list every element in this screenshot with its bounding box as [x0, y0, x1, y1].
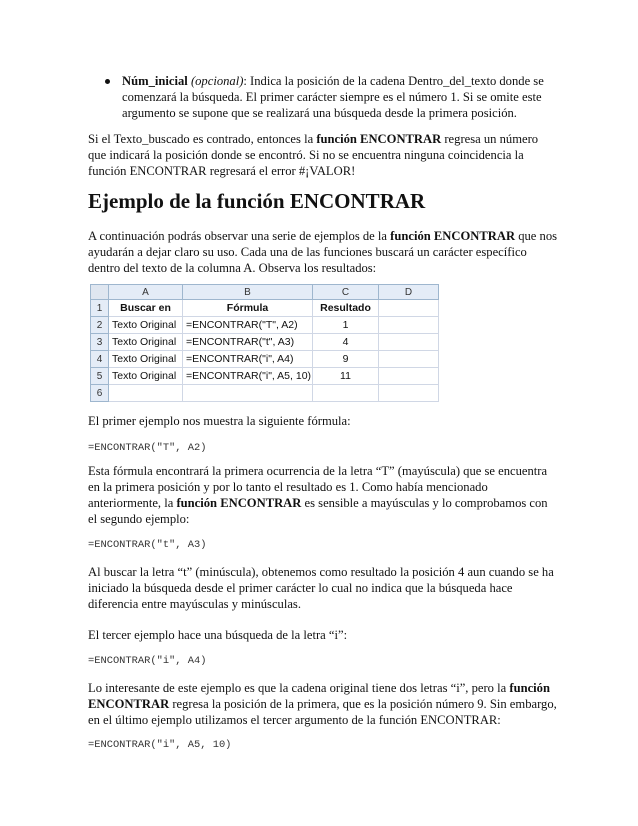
table-row	[91, 351, 439, 368]
para3-text: El primer ejemplo nos muestra la siguiente fórmula:	[88, 414, 351, 428]
code-formula-1: =ENCONTRAR("T", A2)	[88, 442, 207, 454]
table-cell	[109, 385, 183, 402]
table-row	[91, 300, 439, 317]
code-formula-2: =ENCONTRAR("t", A3)	[88, 539, 207, 551]
table-cell	[379, 368, 439, 385]
row-header: 1	[91, 300, 109, 317]
table-row	[91, 317, 439, 334]
table-cell	[379, 385, 439, 402]
section-heading: Ejemplo de la función ENCONTRAR	[88, 189, 426, 213]
para2-text-before: A continuación podrás observar una serie de ejemplos de la	[88, 229, 391, 243]
table-cell	[379, 351, 439, 368]
column-header: D	[379, 285, 439, 300]
column-header: A	[109, 285, 183, 300]
table-row	[91, 368, 439, 385]
row-header: 4	[91, 351, 109, 368]
table-cell: =ENCONTRAR("T", A2)	[183, 317, 313, 334]
para6-text: El tercer ejemplo hace una búsqueda de la letra “i”:	[88, 628, 348, 642]
code-formula-4: =ENCONTRAR("i", A5, 10)	[88, 739, 232, 751]
bullet-item-num-inicial	[122, 73, 562, 121]
table-cell: =ENCONTRAR("i", A4)	[183, 351, 313, 368]
row-header: 2	[91, 317, 109, 334]
column-header: B	[183, 285, 313, 300]
paragraph-first-explanation	[88, 463, 558, 527]
bullet-qualifier: (opcional)	[190, 74, 244, 88]
bullet-term: Núm_inicial	[122, 74, 188, 88]
table-cell	[379, 334, 439, 351]
para1-text-after: regresa un número que indicará la posición donde se encontró. Si no se encuentra ninguna coincidencia la función ENCONTRAR regresará el error #¡VALOR!	[88, 132, 539, 178]
table-cell	[313, 385, 379, 402]
table-cell: 9	[313, 351, 379, 368]
table-cell: Texto Original	[109, 317, 183, 334]
paragraph-third-example	[88, 627, 558, 643]
para7-text-before: Lo interesante de este ejemplo es que la cadena original tiene dos letras “i”, pero la	[88, 681, 510, 695]
paragraph-first-example	[88, 413, 558, 429]
table-cell: 4	[313, 334, 379, 351]
table-cell: =ENCONTRAR("i", A5, 10)	[183, 368, 313, 385]
para4-text-before: Esta fórmula encontrará la primera ocurrencia de la letra “T” (mayúscula) que se encuentra en la primera posición y por lo tanto el resultado es 1. Como había mencionado anteriormente, la	[88, 464, 548, 510]
paragraph-result-description	[88, 131, 558, 179]
table-cell	[183, 385, 313, 402]
header-cell: Buscar en	[109, 300, 183, 317]
row-header: 3	[91, 334, 109, 351]
table-cell: Texto Original	[109, 368, 183, 385]
paragraph-second-explanation	[88, 564, 558, 612]
header-cell: Resultado	[313, 300, 379, 317]
para4-bold: función ENCONTRAR	[176, 496, 302, 510]
row-header: 6	[91, 385, 109, 402]
spreadsheet-table	[90, 284, 439, 402]
table-row	[91, 334, 439, 351]
table-cell: Texto Original	[109, 334, 183, 351]
table-cell: =ENCONTRAR("t", A3)	[183, 334, 313, 351]
para2-bold: función ENCONTRAR	[390, 229, 516, 243]
bullet-description: : Indica la posición de la cadena Dentro_del_texto donde se comenzará la búsqueda. El primer carácter siempre es el número 1. Si se omite este argumento se supone que se realizará una búsqueda desde la primera posición.	[122, 74, 544, 120]
header-cell	[379, 300, 439, 317]
bullet-dot-icon	[105, 79, 110, 84]
bullet-text	[122, 73, 562, 121]
code-formula-3: =ENCONTRAR("i", A4)	[88, 655, 207, 667]
para2-text-after: que nos ayudarán a dejar claro su uso. Cada una de las funciones buscará un carácter específico dentro del texto de la columna A. Observa los resultados:	[88, 229, 558, 275]
paragraph-intro-examples	[88, 228, 558, 276]
para4-text-after: es sensible a mayúsculas y lo comprobamos con el segundo ejemplo:	[88, 496, 548, 526]
spreadsheet-image	[90, 284, 438, 399]
corner-cell	[91, 285, 109, 300]
column-header-row	[91, 285, 439, 300]
table-row	[91, 385, 439, 402]
table-cell: 1	[313, 317, 379, 334]
para7-text-after: regresa la posición de la primera, que es la posición número 9. Sin embargo, en el último ejemplo utilizamos el tercer argumento de la función ENCONTRAR:	[88, 697, 557, 727]
para5-text: Al buscar la letra “t” (minúscula), obtenemos como resultado la posición 4 aun cuando se ha iniciado la búsqueda desde el primer carácter lo cual no indica que la búsqueda hace diferencia entre mayúsculas y minúsculas.	[88, 565, 554, 611]
para1-bold: función ENCONTRAR	[316, 132, 442, 146]
column-header: C	[313, 285, 379, 300]
row-header: 5	[91, 368, 109, 385]
para7-bold: función ENCONTRAR	[88, 681, 550, 711]
table-cell	[379, 317, 439, 334]
para1-text-before: Si el Texto_buscado es contrado, entonces la	[88, 132, 317, 146]
paragraph-third-explanation	[88, 680, 558, 728]
header-cell: Fórmula	[183, 300, 313, 317]
table-cell: 11	[313, 368, 379, 385]
table-cell: Texto Original	[109, 351, 183, 368]
